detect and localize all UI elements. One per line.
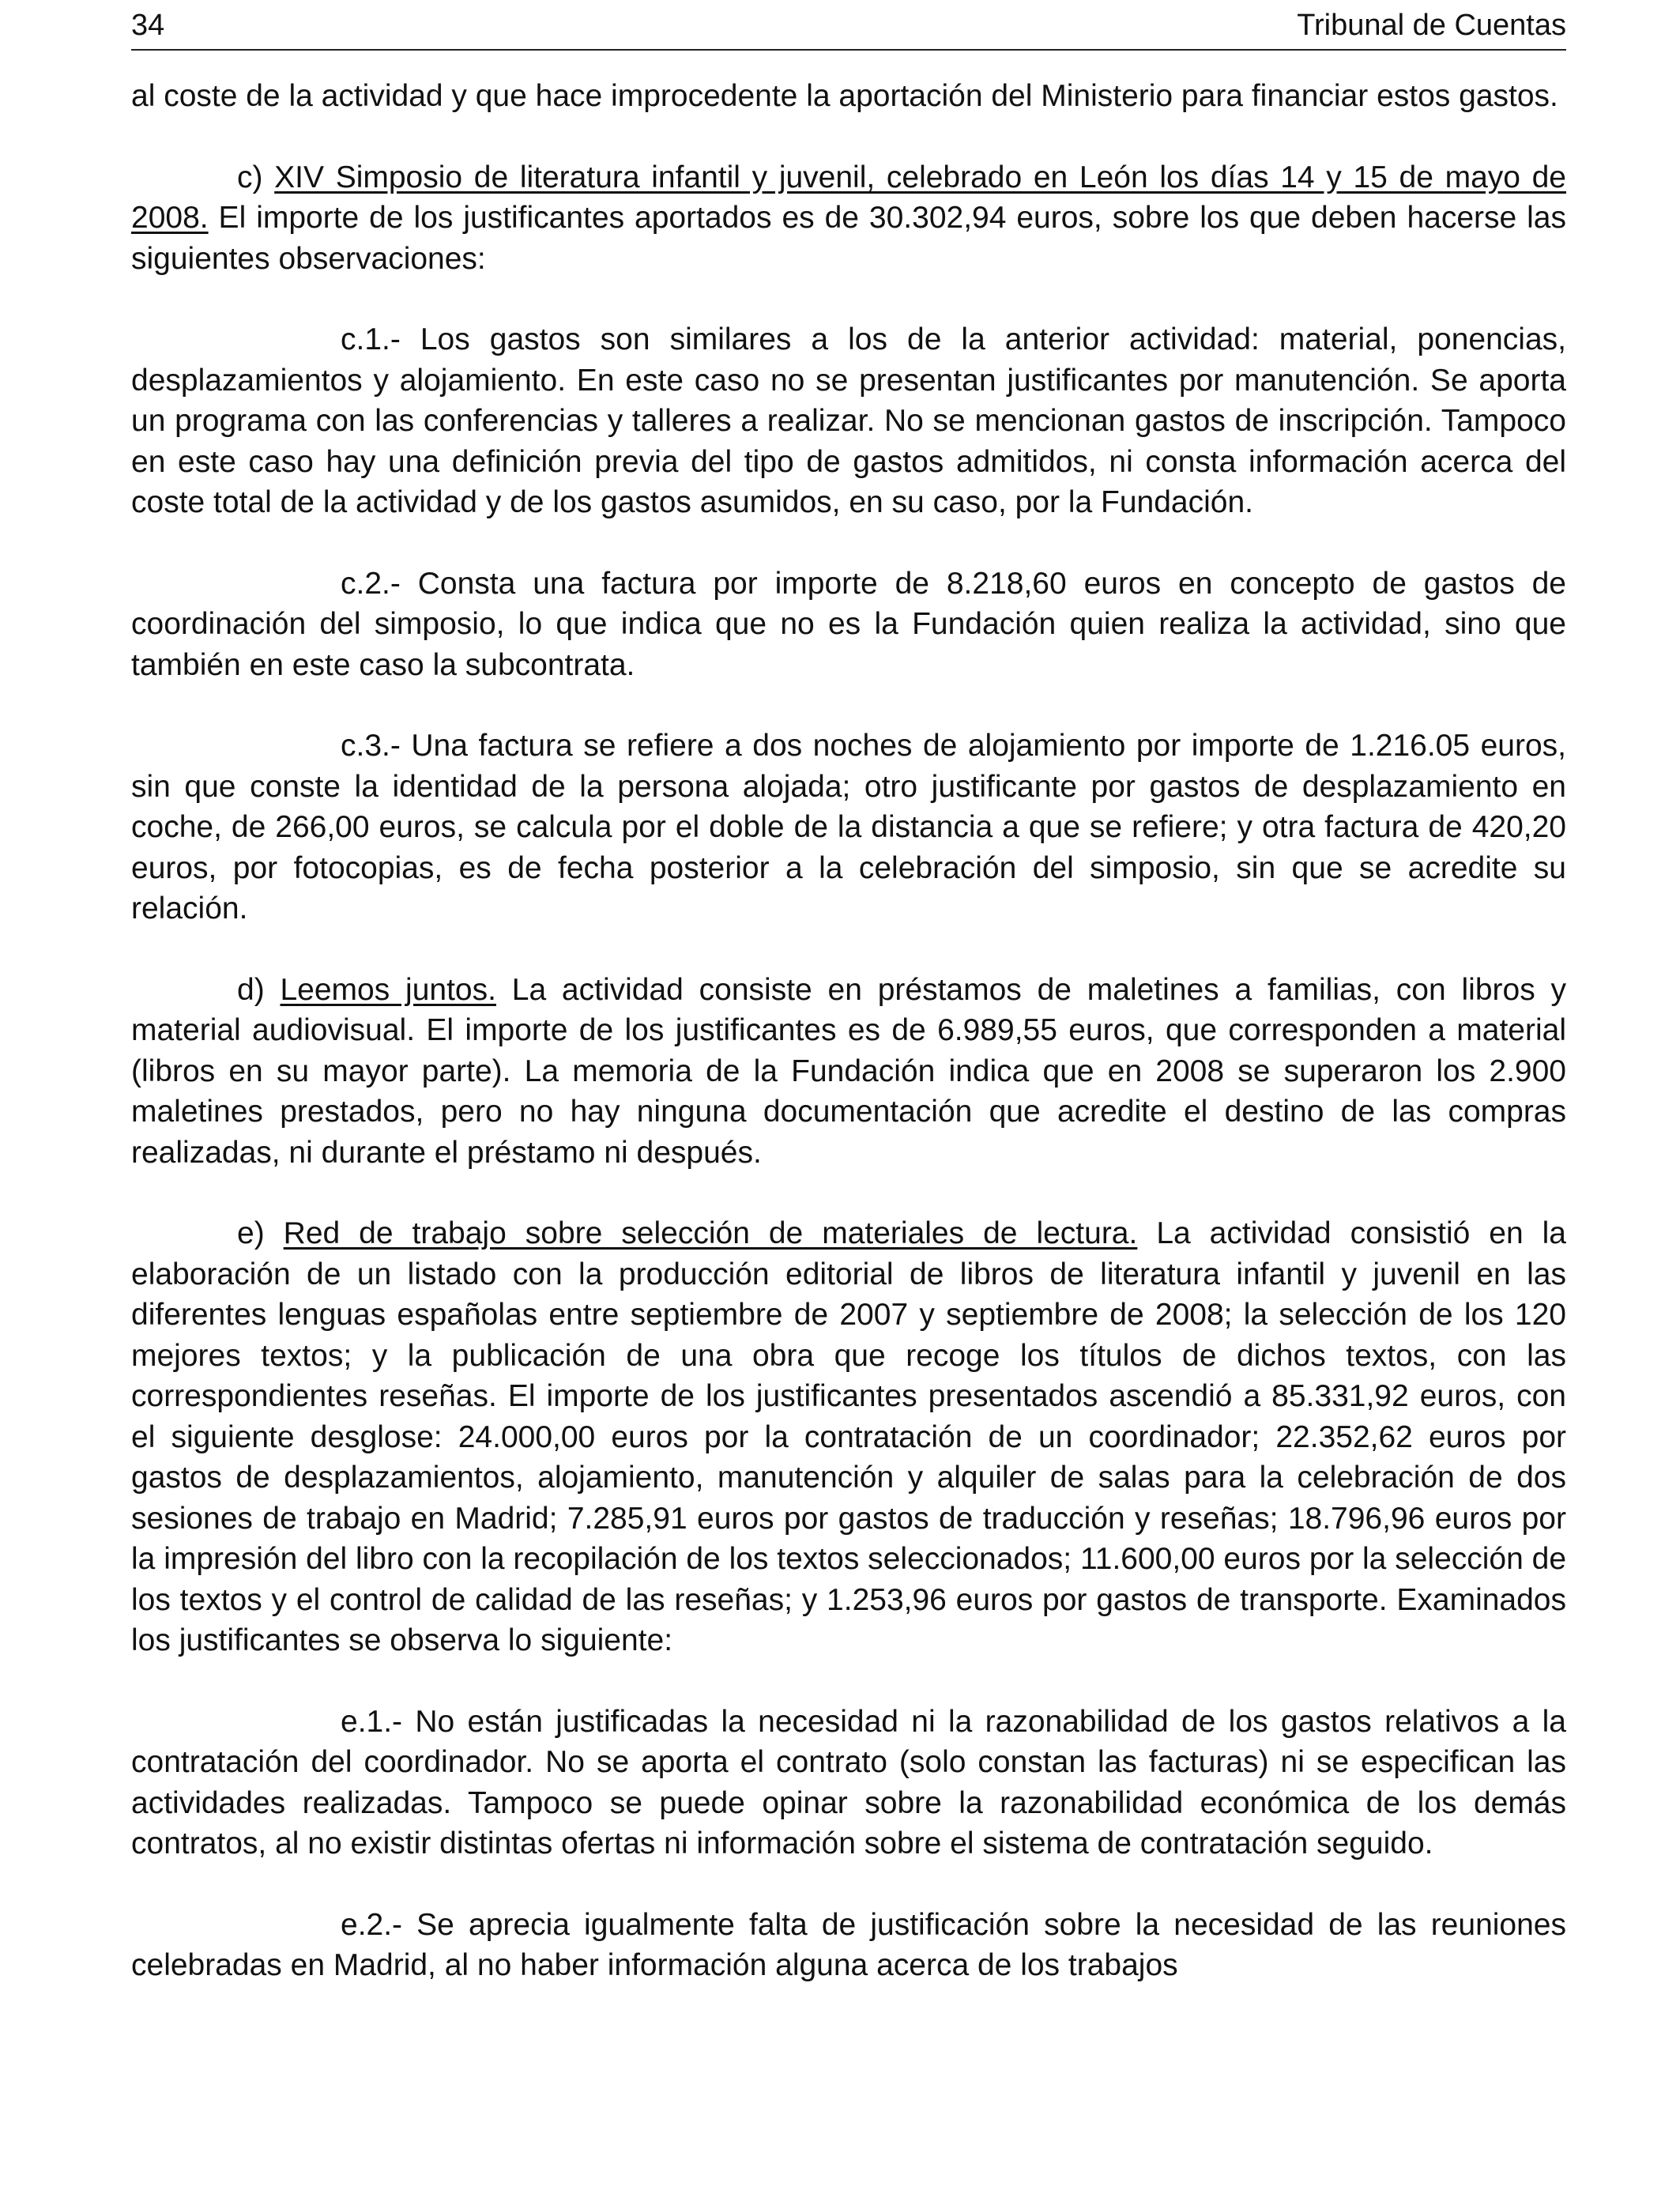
item-title-d: Leemos juntos.: [280, 972, 496, 1007]
item-text-c: El importe de los justificantes aportados es de 30.302,94 euros, sobre los que deben hacerse las siguientes observaciones:: [131, 201, 1566, 276]
item-text-d: La actividad consiste en préstamos de maletines a familias, con libros y material audiovisual. El importe de los justificantes es de 6.989,55 euros, que corresponden a material (libros en su mayor parte). La memoria de la Fundación indica que en 2008 se superaron los 2.900 maletines prestados, pero no hay ninguna documentación que acredite el destino de las compras realizadas, ni durante el préstamo ni después.: [131, 972, 1566, 1170]
paragraph-intro: al coste de la actividad y que hace improcedente la aportación del Ministerio para financiar estos gastos.: [131, 79, 1558, 113]
item-title-c: XIV Simposio de literatura infantil y juvenil, celebrado en León los días 14 y 15 de mayo de 2008.: [131, 160, 1566, 235]
paragraph-e1: e.1.- No están justificadas la necesidad ni la razonabilidad de los gastos relativos a la contratación del coordinador. No se aporta el contrato (solo constan las facturas) ni se especifican las actividades realizadas. Tampoco se puede opinar sobre la razonabilidad económica de los demás contratos, al no existir distintas ofertas ni información sobre el sistema de contratación seguido.: [131, 1704, 1566, 1860]
paragraph-c: [131, 157, 1566, 280]
running-title: Tribunal de Cuentas: [1297, 9, 1566, 42]
paragraph-e: [131, 1213, 1566, 1661]
paragraph-d: [131, 970, 1566, 1174]
page-header: [131, 3, 1566, 51]
item-text-e: La actividad consistió en la elaboración de un listado con la producción editorial de libros de literatura infantil y juvenil en las diferentes lenguas españolas entre septiembre de 2007 y septiembre de 2008; la selección de los 120 mejores textos; y la publicación de una obra que recoge los títulos de dichos textos, con las correspondientes reseñas. El importe de los justificantes presentados ascendió a 85.331,92 euros, con el siguiente desglose: 24.000,00 euros por la contratación de un coordinador; 22.352,62 euros por gastos de desplazamientos, alojamiento, manutención y alquiler de salas para la celebración de dos sesiones de trabajo en Madrid; 7.285,91 euros por gastos de traducción y reseñas; 18.796,96 euros por la impresión del libro con la recopilación de los textos seleccionados; 11.600,00 euros por la selección de los textos y el control de calidad de las reseñas; y 1.253,96 euros por gastos de transporte. Examinados los justificantes se observa lo siguiente:: [131, 1216, 1567, 1657]
item-title-e: Red de trabajo sobre selección de materiales de lectura.: [283, 1216, 1138, 1250]
paragraph-c3: c.3.- Una factura se refiere a dos noches de alojamiento por importe de 1.216.05 euros, sin que conste la identidad de la persona alojada; otro justificante por gastos de desplazamiento en coche, de 266,00 euros, se calcula por el doble de la distancia a que se refiere; y otra factura de 420,20 euros, por fotocopias, es de fecha posterior a la celebración del simposio, sin que se acredite su relación.: [131, 729, 1566, 925]
paragraph-c1: c.1.- Los gastos son similares a los de la anterior actividad: material, ponencias, desplazamientos y alojamiento. En este caso no se presentan justificantes por manutención. Se aporta un programa con las conferencias y talleres a realizar. No se mencionan gastos de inscripción. Tampoco en este caso hay una definición previa del tipo de gastos admitidos, ni consta información acerca del coste total de la actividad y de los gastos asumidos, en su caso, por la Fundación.: [131, 322, 1566, 519]
page-number: 34: [131, 9, 165, 42]
paragraph-e2: e.2.- Se aprecia igualmente falta de justificación sobre la necesidad de las reuniones celebradas en Madrid, al no haber información alguna acerca de los trabajos: [131, 1907, 1566, 1982]
document-body: [131, 76, 1566, 1986]
item-label-d: d): [237, 972, 281, 1007]
item-label-c: c): [237, 160, 275, 194]
item-label-e: e): [237, 1216, 284, 1250]
paragraph-c2: c.2.- Consta una factura por importe de 8.218,60 euros en concepto de gastos de coordinación del simposio, lo que indica que no es la Fundación quien realiza la actividad, sino que también en este caso la subcontrata.: [131, 566, 1566, 682]
